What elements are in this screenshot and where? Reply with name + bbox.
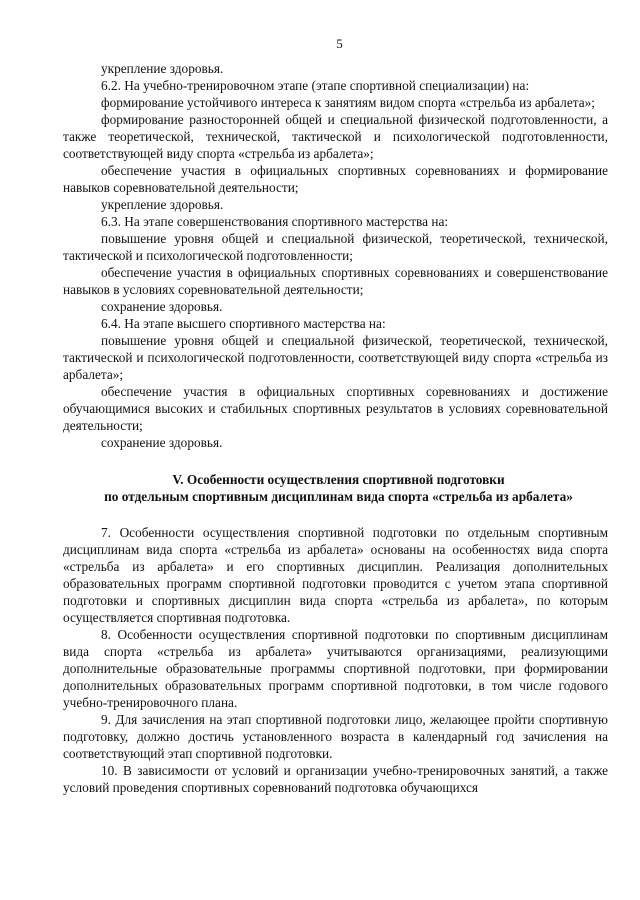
paragraph: обеспечение участия в официальных спортивных соревнованиях и формирование навыков соревновательной деятельности; (63, 163, 608, 195)
section-6-continuation (63, 60, 608, 451)
paragraph: 10. В зависимости от условий и организации учебно-тренировочных занятий, а также условий проведения спортивных соревнований подготовка обучающихся (63, 763, 608, 795)
paragraph: 7. Особенности осуществления спортивной подготовки по отдельным спортивным дисциплинам вида спорта «стрельба из арбалета» основаны на особенностях вида спорта «стрельба из арбалета» и его спортивных дисциплин. Реализация дополнительных образовательных программ спортивной подготовки проводится с учетом этапа спортивной подготовки и спортивных дисциплин вида спорта «стрельба из арбалета», по которым осуществляется спортивная подготовка. (63, 525, 608, 625)
paragraph: 6.3. На этапе совершенствования спортивного мастерства на: (101, 214, 449, 229)
paragraph: повышение уровня общей и специальной физической, теоретической, технической, тактической и психологической подготовленности; (63, 231, 608, 263)
paragraph: 9. Для зачисления на этап спортивной подготовки лицо, желающее пройти спортивную подготовку, должно достичь установленного возраста в календарный год зачисления на соответствующий этап спортивной подготовки. (63, 712, 608, 761)
paragraph: формирование разносторонней общей и специальной физической подготовленности, а также теоретической, технической, тактической и психологической подготовленности, соответствующей виду спорта «стрельба из арбалета»; (63, 112, 608, 161)
paragraph: повышение уровня общей и специальной физической, теоретической, технической, тактической и психологической подготовленности, соответствующей виду спорта «стрельба из арбалета»; (63, 333, 608, 382)
paragraph: обеспечение участия в официальных спортивных соревнованиях и совершенствование навыков в условиях соревновательной деятельности; (63, 265, 608, 297)
paragraph: укрепление здоровья. (101, 61, 224, 76)
section-heading: по отдельным спортивным дисциплинам вида спорта «стрельба из арбалета» (104, 489, 573, 504)
paragraph: 8. Особенности осуществления спортивной подготовки по спортивным дисциплинам вида спорта «стрельба из арбалета» учитываются организациями, реализующими дополнительные образовательные программы спортивной подготовки, при формировании дополнительных образовательных программ спортивной подготовки, в том числе годового учебно-тренировочного плана. (63, 627, 608, 710)
paragraph: 6.4. На этапе высшего спортивного мастерства на: (101, 316, 386, 331)
paragraph: укрепление здоровья. (101, 197, 224, 212)
section-heading: V. Особенности осуществления спортивной подготовки (172, 472, 505, 487)
paragraph: сохранение здоровья. (101, 435, 223, 450)
paragraph: 6.2. На учебно-тренировочном этапе (этапе спортивной специализации) на: (101, 78, 530, 93)
paragraph: формирование устойчивого интереса к занятиям видом спорта «стрельба из арбалета»; (101, 95, 595, 110)
page-number: 5 (336, 36, 343, 51)
section-v (63, 471, 608, 796)
paragraph: сохранение здоровья. (101, 299, 223, 314)
paragraph: обеспечение участия в официальных спортивных соревнованиях и достижение обучающимися высоких и стабильных спортивных результатов в условиях соревновательной деятельности; (63, 384, 608, 433)
